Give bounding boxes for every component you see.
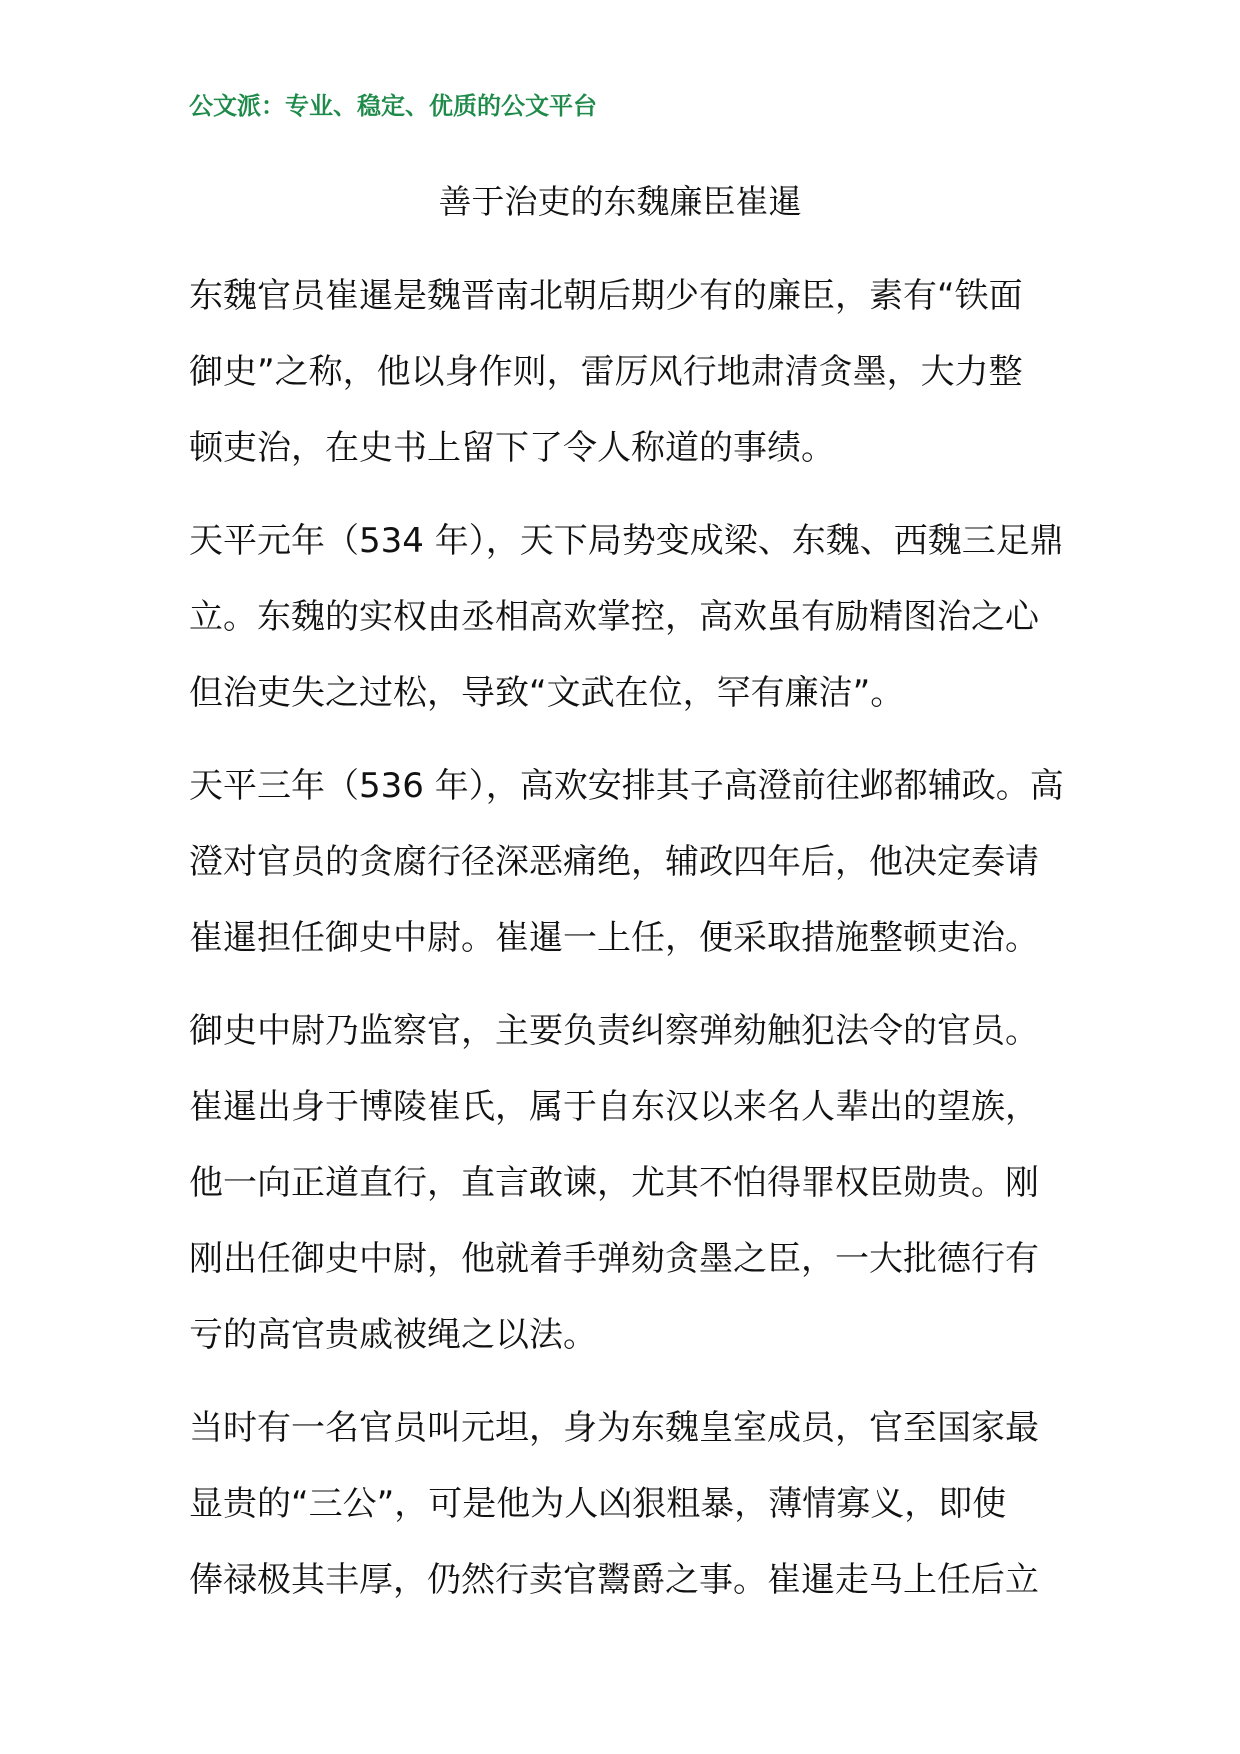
paragraph-3 bbox=[189, 748, 1069, 976]
text-line: 澄对官员的贪腐行径深恶痛绝，辅政四年后，他决定奏请 bbox=[189, 842, 1039, 882]
text-line: 东魏官员崔暹是魏晋南北朝后期少有的廉臣，素有“铁面 bbox=[189, 276, 1023, 316]
text-line: 当时有一名官员叫元坦，身为东魏皇室成员，官至国家最 bbox=[189, 1408, 1039, 1448]
text-line: 崔暹担任御史中尉。崔暹一上任，便采取措施整顿吏治。 bbox=[189, 918, 1039, 958]
text-line: 崔暹出身于博陵崔氏，属于自东汉以来名人辈出的望族， bbox=[189, 1087, 1039, 1127]
paragraph-1 bbox=[189, 258, 1069, 486]
text-line: 天平三年（536 年），高欢安排其子高澄前往邺都辅政。高 bbox=[189, 766, 1064, 806]
text-line: 显贵的“三公”，可是他为人凶狠粗暴，薄情寡义，即使 bbox=[189, 1484, 1007, 1524]
text-line: 立。东魏的实权由丞相高欢掌控，高欢虽有励精图治之心 bbox=[189, 597, 1039, 637]
paragraph-4 bbox=[189, 993, 1069, 1373]
text-line: 天平元年（534 年），天下局势变成梁、东魏、西魏三足鼎 bbox=[189, 521, 1064, 561]
text-line: 刚出任御史中尉，他就着手弹劾贪墨之臣，一大批德行有 bbox=[189, 1239, 1039, 1279]
text-line: 亏的高官贵戚被绳之以法。 bbox=[189, 1315, 597, 1355]
paragraph-5 bbox=[189, 1390, 1069, 1618]
text-line: 顿吏治，在史书上留下了令人称道的事绩。 bbox=[189, 428, 835, 468]
site-header: 公文派：专业、稳定、优质的公文平台 bbox=[189, 91, 597, 120]
paragraph-2 bbox=[189, 503, 1069, 731]
article-body bbox=[189, 258, 1069, 1635]
article-title: 善于治吏的东魏廉臣崔暹 bbox=[438, 182, 802, 221]
text-line: 御史中尉乃监察官，主要负责纠察弹劾触犯法令的官员。 bbox=[189, 1011, 1039, 1051]
text-line: 御史”之称，他以身作则，雷厉风行地肃清贪墨，大力整 bbox=[189, 352, 1023, 392]
text-line: 但治吏失之过松，导致“文武在位，罕有廉洁”。 bbox=[189, 673, 905, 713]
text-line: 他一向正道直行，直言敢谏，尤其不怕得罪权臣勋贵。刚 bbox=[189, 1163, 1039, 1203]
text-line: 俸禄极其丰厚，仍然行卖官鬻爵之事。崔暹走马上任后立 bbox=[189, 1560, 1039, 1600]
